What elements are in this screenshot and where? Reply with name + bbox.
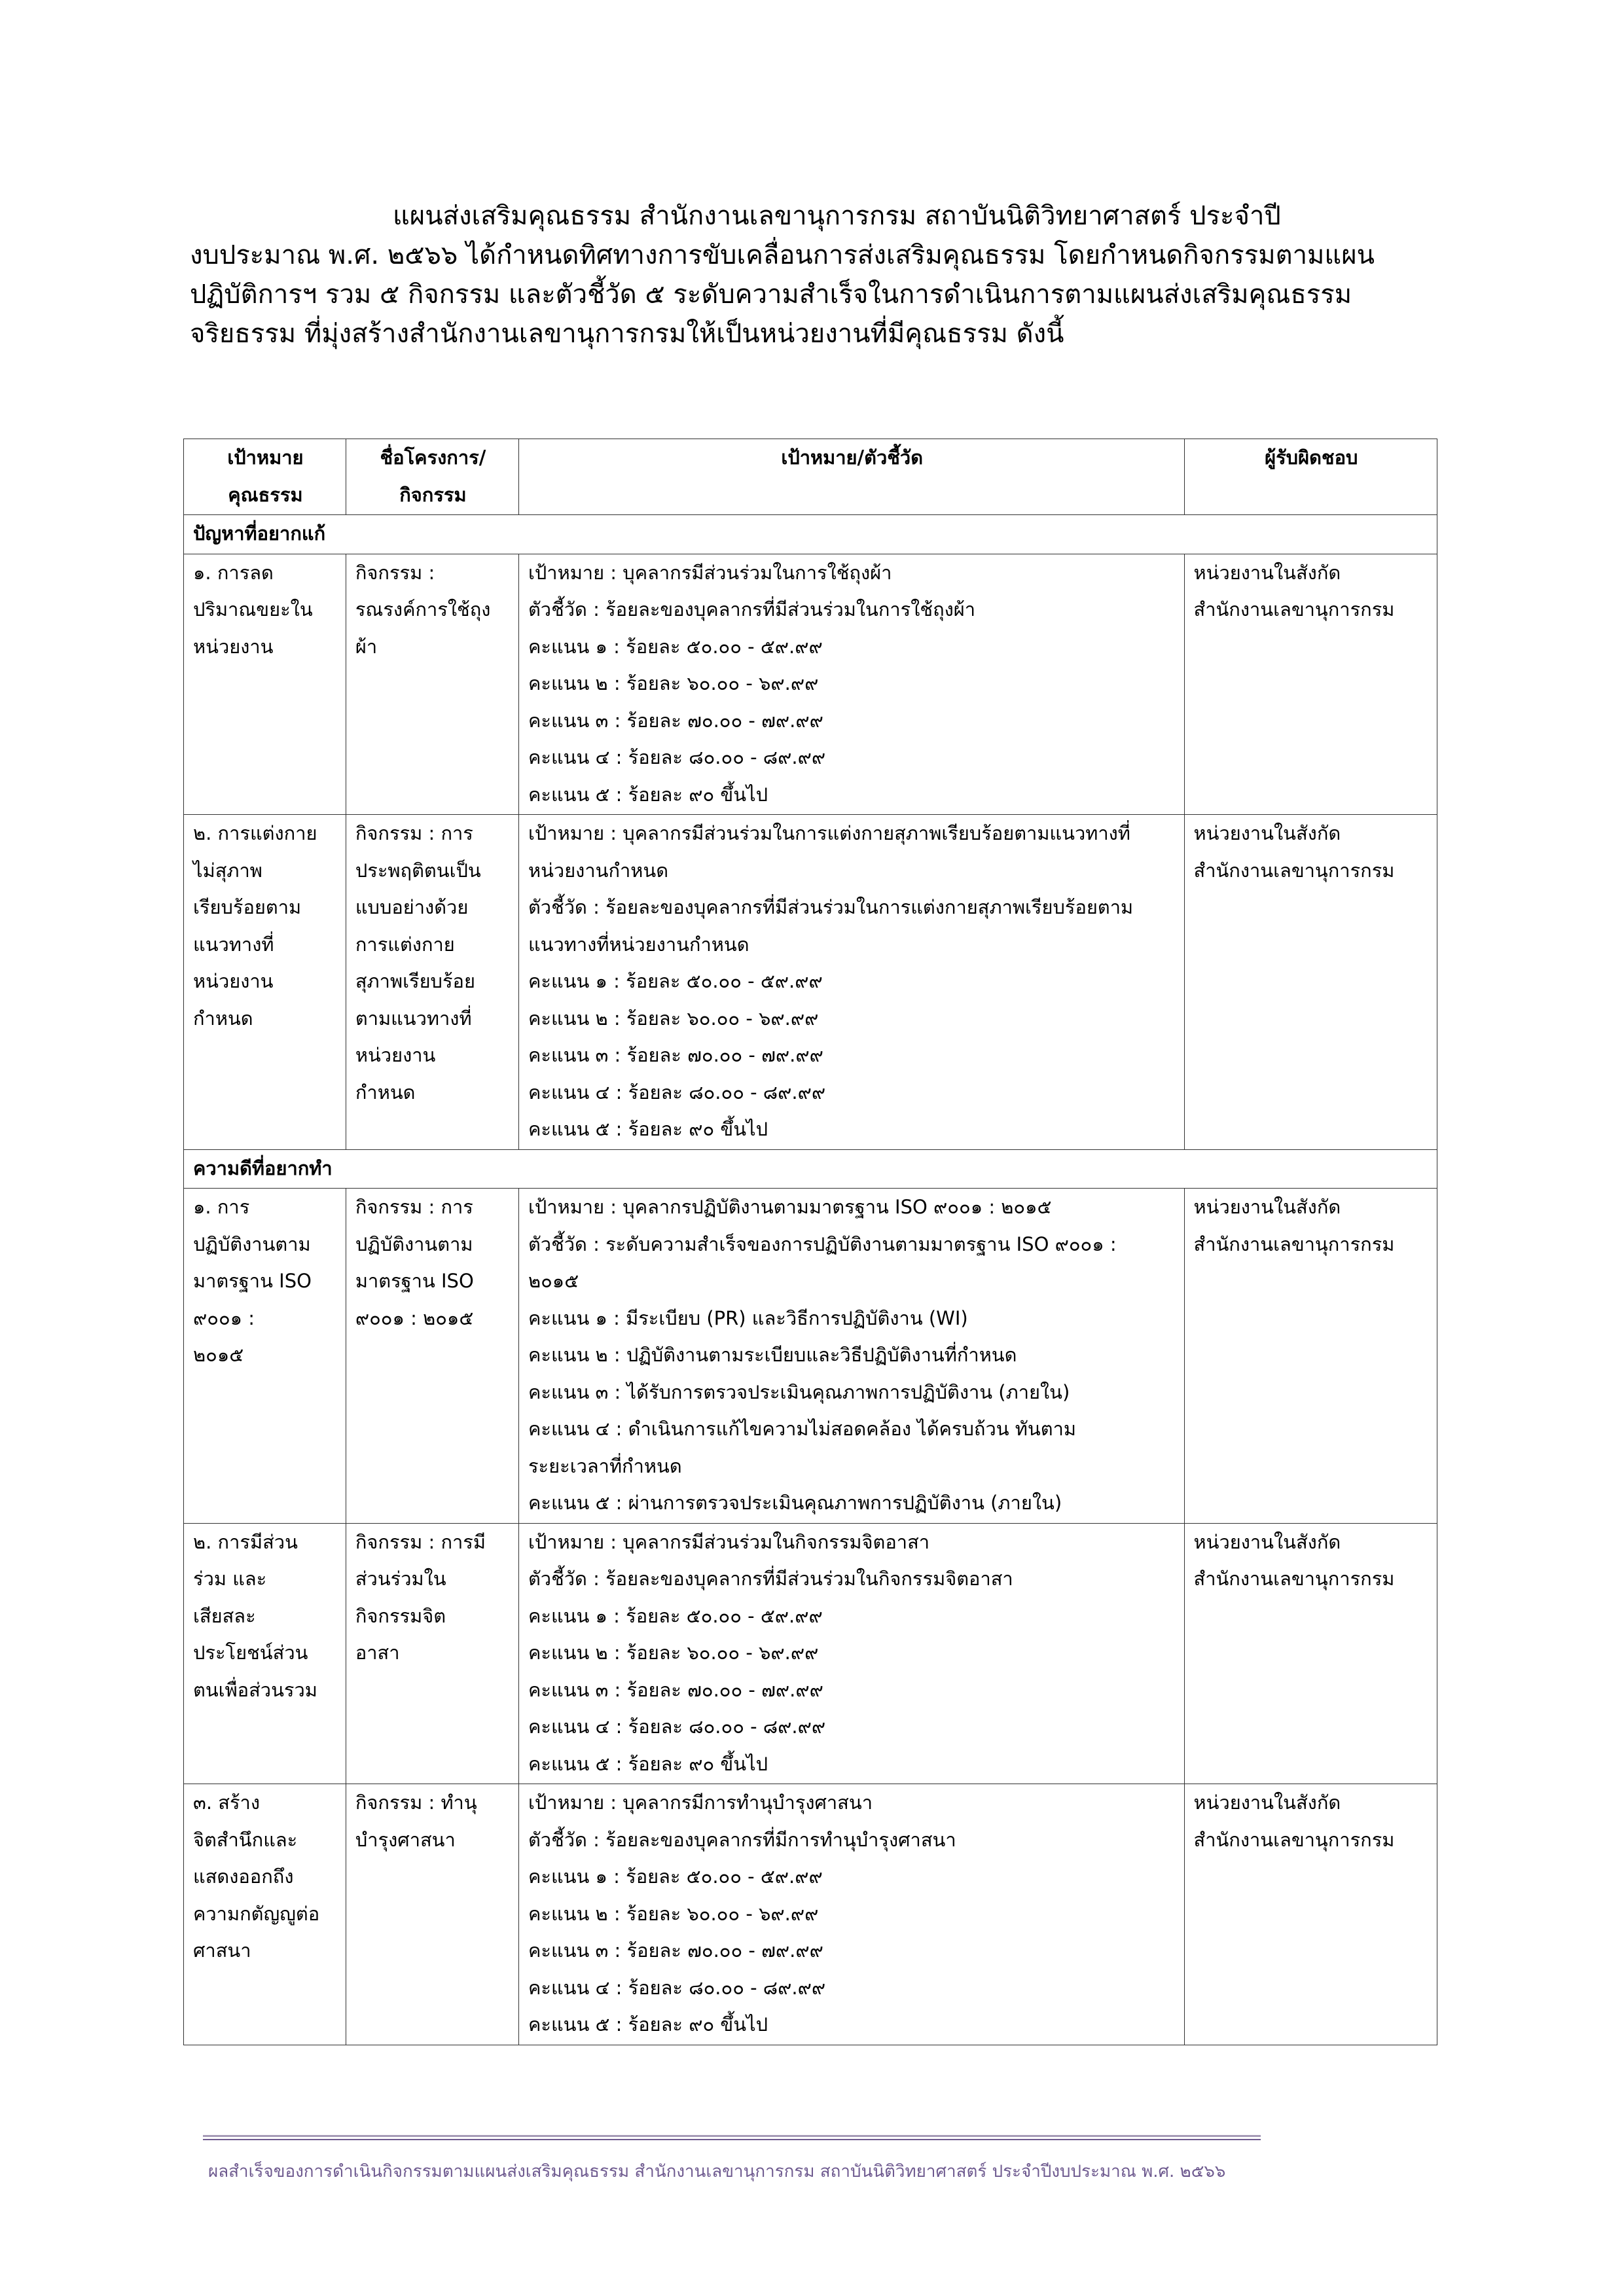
project-cell [346,815,518,1150]
intro-line: ปฏิบัติการฯ รวม ๕ กิจกรรม และตัวชี้วัด ๕ ระดับความสำเร็จในการดำเนินการตามแผนส่งเสริมคุณธรรม [190,279,1352,310]
cell-line: หน่วยงาน [355,1044,436,1066]
cell-line: สำนักงานเลขานุการกรม [1193,598,1395,620]
cell-line: คะแนน ๑ : มีระเบียบ (PR) และวิธีการปฏิบัติงาน (WI) [528,1306,968,1329]
intro-line: แผนส่งเสริมคุณธรรม สำนักงานเลขานุการกรม สถาบันนิติวิทยาศาสตร์ ประจำปี [393,201,1281,231]
cell-line: คะแนน ๕ : ผ่านการตรวจประเมินคุณภาพการปฏิบัติงาน (ภายใน) [528,1492,1062,1514]
cell-line: บำรุงศาสนา [355,1828,456,1851]
cell-line: หน่วยงานในสังกัด [1193,1530,1341,1553]
footer-divider [203,2135,1261,2137]
table-row [184,554,1437,815]
cell-line: ศาสนา [193,1939,251,1962]
header-goal [184,439,346,515]
table-row [184,1189,1437,1524]
cell-line: เรียบร้อยตาม [193,896,302,918]
cell-line: ๑. การลด [193,561,274,584]
cell-line: กิจกรรม : ทำนุ [355,1791,477,1814]
header-project [346,439,518,515]
intro-paragraph [190,196,1440,353]
header-indicator [518,439,1184,515]
cell-line: หน่วยงาน [193,970,274,992]
cell-line: คะแนน ๒ : ปฏิบัติงานตามระเบียบและวิธีปฏิบัติงานที่กำหนด [528,1344,1017,1366]
project-cell [346,1189,518,1524]
cell-line: การแต่งกาย [355,933,455,956]
project-cell [346,554,518,815]
table-header-row [184,439,1437,515]
cell-line: คะแนน ๒ : ร้อยละ ๖๐.๐๐ - ๖๙.๙๙ [528,1902,819,1925]
cell-line: กิจกรรม : การ [355,822,473,844]
table-row [184,815,1437,1150]
indicator-cell [518,1189,1184,1524]
cell-line: กำหนด [355,1081,416,1103]
cell-line: คะแนน ๓ : ร้อยละ ๗๐.๐๐ - ๗๙.๙๙ [528,1939,823,1962]
cell-line: ตัวชี้วัด : ร้อยละของบุคลากรที่มีส่วนร่วมในการแต่งกายสุภาพเรียบร้อยตาม [528,896,1134,918]
cell-line: กิจกรรม : [355,561,435,584]
cell-line: เป้าหมาย : บุคลากรมีส่วนร่วมในกิจกรรมจิตอาสา [528,1530,930,1553]
section-title: ความดีที่อยากทำ [184,1149,1437,1189]
cell-line: มาตรฐาน ISO [193,1270,312,1292]
section-title: ปัญหาที่อยากแก้ [184,515,1437,554]
cell-line: ปริมาณขยะใน [193,598,313,620]
table-body [184,515,1437,2045]
cell-line: ร่วม และ [193,1568,267,1590]
project-cell [346,1523,518,1784]
goal-cell [184,1523,346,1784]
cell-line: คะแนน ๕ : ร้อยละ ๙๐ ขึ้นไป [528,783,768,806]
indicator-cell [518,1784,1184,2045]
cell-line: สุภาพเรียบร้อย [355,970,475,992]
cell-line: คะแนน ๕ : ร้อยละ ๙๐ ขึ้นไป [528,1118,768,1140]
cell-line: ไม่สุภาพ [193,859,262,882]
owner-cell [1184,1523,1437,1784]
cell-line: คะแนน ๒ : ร้อยละ ๖๐.๐๐ - ๖๙.๙๙ [528,1007,819,1030]
cell-line: หน่วยงาน [193,635,274,658]
cell-line: หน่วยงานในสังกัด [1193,561,1341,584]
cell-line: ตนเพื่อส่วนรวม [193,1678,317,1701]
cell-line: คะแนน ๔ : ร้อยละ ๘๐.๐๐ - ๘๙.๙๙ [528,746,826,768]
cell-line: หน่วยงานในสังกัด [1193,1791,1341,1814]
goal-cell [184,1189,346,1524]
cell-line: ประพฤติตนเป็น [355,859,481,882]
cell-line: คะแนน ๓ : ร้อยละ ๗๐.๐๐ - ๗๙.๙๙ [528,1044,823,1066]
cell-line: คะแนน ๑ : ร้อยละ ๕๐.๐๐ - ๕๙.๙๙ [528,970,823,992]
cell-line: สำนักงานเลขานุการกรม [1193,1568,1395,1590]
cell-line: หน่วยงานในสังกัด [1193,822,1341,844]
goal-cell [184,1784,346,2045]
cell-line: คะแนน ๒ : ร้อยละ ๖๐.๐๐ - ๖๙.๙๙ [528,672,819,694]
cell-line: จิตสำนึกและ [193,1828,298,1851]
cell-line: เป้าหมาย : บุคลากรปฏิบัติงานตามมาตรฐาน ISO ๙๐๐๑ : ๒๐๑๕ [528,1196,1052,1218]
cell-line: ๒๐๑๕ [193,1344,244,1366]
cell-line: เป้าหมาย/ตัวชี้วัด [781,446,924,469]
cell-line: ผ้า [355,635,378,658]
cell-line: ๙๐๐๑ : [193,1306,255,1329]
cell-line: คะแนน ๕ : ร้อยละ ๙๐ ขึ้นไป [528,1752,768,1775]
cell-line: คะแนน ๔ : ร้อยละ ๘๐.๐๐ - ๘๙.๙๙ [528,1081,826,1103]
cell-line: ชื่อโครงการ/ [380,446,486,469]
cell-line: ๒. การแต่งกาย [193,822,317,844]
cell-line: เป้าหมาย : บุคลากรมีส่วนร่วมในการใช้ถุงผ้า [528,561,892,584]
cell-line: ตามแนวทางที่ [355,1007,472,1030]
cell-line: กิจกรรมจิต [355,1604,446,1627]
cell-line: คะแนน ๔ : ร้อยละ ๘๐.๐๐ - ๘๙.๙๙ [528,1715,826,1738]
cell-line: ตัวชี้วัด : ร้อยละของบุคลากรที่มีส่วนร่วมในการใช้ถุงผ้า [528,598,976,620]
cell-line: ผู้รับผิดชอบ [1265,446,1358,469]
cell-line: คะแนน ๒ : ร้อยละ ๖๐.๐๐ - ๖๙.๙๙ [528,1641,819,1664]
ethics-plan-table [183,439,1437,2045]
cell-line: คะแนน ๑ : ร้อยละ ๕๐.๐๐ - ๕๙.๙๙ [528,1865,823,1888]
intro-line: งบประมาณ พ.ศ. ๒๕๖๖ ได้กำหนดทิศทางการขับเคลื่อนการส่งเสริมคุณธรรม โดยกำหนดกิจกรรมตามแผน [190,240,1375,270]
intro-line: จริยธรรม ที่มุ่งสร้างสำนักงานเลขานุการกรมให้เป็นหน่วยงานที่มีคุณธรรม ดังนี้ [190,319,1064,349]
cell-line: คะแนน ๑ : ร้อยละ ๕๐.๐๐ - ๕๙.๙๙ [528,1604,823,1627]
owner-cell [1184,1784,1437,2045]
cell-line: กิจกรรม : การมี [355,1530,486,1553]
cell-line: คะแนน ๔ : ดำเนินการแก้ไขความไม่สอดคล้อง ได้ครบถ้วน ทันตาม [528,1418,1076,1440]
cell-line: ตัวชี้วัด : ระดับความสำเร็จของการปฏิบัติงานตามมาตรฐาน ISO ๙๐๐๑ : [528,1232,1117,1255]
cell-line: ตัวชี้วัด : ร้อยละของบุคลากรที่มีการทำนุบำรุงศาสนา [528,1828,956,1851]
cell-line: กิจกรรม : การ [355,1196,473,1218]
cell-line: ปฏิบัติงานตาม [193,1232,311,1255]
cell-line: ตัวชี้วัด : ร้อยละของบุคลากรที่มีส่วนร่วมในกิจกรรมจิตอาสา [528,1568,1013,1590]
cell-line: คะแนน ๑ : ร้อยละ ๕๐.๐๐ - ๕๙.๙๙ [528,635,823,658]
section-row [184,515,1437,554]
cell-line: มาตรฐาน ISO [355,1270,474,1292]
cell-line: หน่วยงานในสังกัด [1193,1196,1341,1218]
footer-divider [203,2139,1261,2140]
cell-line: คะแนน ๓ : ร้อยละ ๗๐.๐๐ - ๗๙.๙๙ [528,1678,823,1701]
owner-cell [1184,1189,1437,1524]
cell-line: กิจกรรม [399,483,467,506]
table-row [184,1523,1437,1784]
cell-line: สำนักงานเลขานุการกรม [1193,859,1395,882]
cell-line: คะแนน ๓ : ร้อยละ ๗๐.๐๐ - ๗๙.๙๙ [528,709,823,732]
cell-line: เสียสละ [193,1604,256,1627]
indicator-cell [518,554,1184,815]
cell-line: เป้าหมาย : บุคลากรมีการทำนุบำรุงศาสนา [528,1791,873,1814]
cell-line: ๒๐๑๕ [528,1270,579,1292]
cell-line: แนวทางที่หน่วยงานกำหนด [528,933,749,956]
cell-line: กำหนด [193,1007,253,1030]
cell-line: แนวทางที่ [193,933,274,956]
section-row [184,1149,1437,1189]
cell-line: เป้าหมาย [227,446,304,469]
cell-line: คะแนน ๔ : ร้อยละ ๘๐.๐๐ - ๘๙.๙๙ [528,1976,826,1999]
cell-line: รณรงค์การใช้ถุง [355,598,491,620]
cell-line: สำนักงานเลขานุการกรม [1193,1232,1395,1255]
cell-line: ๒. การมีส่วน [193,1530,298,1553]
cell-line: ๙๐๐๑ : ๒๐๑๕ [355,1306,474,1329]
cell-line: เป้าหมาย : บุคลากรมีส่วนร่วมในการแต่งกายสุภาพเรียบร้อยตามแนวทางที่ [528,822,1130,844]
cell-line: ระยะเวลาที่กำหนด [528,1454,682,1477]
cell-line: ปฏิบัติงานตาม [355,1232,473,1255]
cell-line: ๓. สร้าง [193,1791,260,1814]
indicator-cell [518,815,1184,1150]
table-row [184,1784,1437,2045]
header-owner [1184,439,1437,515]
goal-cell [184,554,346,815]
cell-line: สำนักงานเลขานุการกรม [1193,1828,1395,1851]
cell-line: คุณธรรม [228,483,303,506]
cell-line: หน่วยงานกำหนด [528,859,669,882]
cell-line: แสดงออกถึง [193,1865,294,1888]
cell-line: ประโยชน์ส่วน [193,1641,308,1664]
cell-line: คะแนน ๕ : ร้อยละ ๙๐ ขึ้นไป [528,2013,768,2036]
cell-line: ส่วนร่วมใน [355,1568,446,1590]
owner-cell [1184,554,1437,815]
cell-line: ความกตัญญูต่อ [193,1902,320,1925]
goal-cell [184,815,346,1150]
owner-cell [1184,815,1437,1150]
cell-line: คะแนน ๓ : ได้รับการตรวจประเมินคุณภาพการปฏิบัติงาน (ภายใน) [528,1380,1070,1403]
project-cell [346,1784,518,2045]
cell-line: ๑. การ [193,1196,250,1218]
cell-line: แบบอย่างด้วย [355,896,469,918]
cell-line: อาสา [355,1641,400,1664]
indicator-cell [518,1523,1184,1784]
footer-text: ผลสำเร็จของการดำเนินกิจกรรมตามแผนส่งเสริมคุณธรรม สำนักงานเลขานุการกรม สถาบันนิติวิทยาศาสตร์ ประจำปีงบประมาณ พ.ศ. ๒๕๖๖ [208,2162,1226,2181]
